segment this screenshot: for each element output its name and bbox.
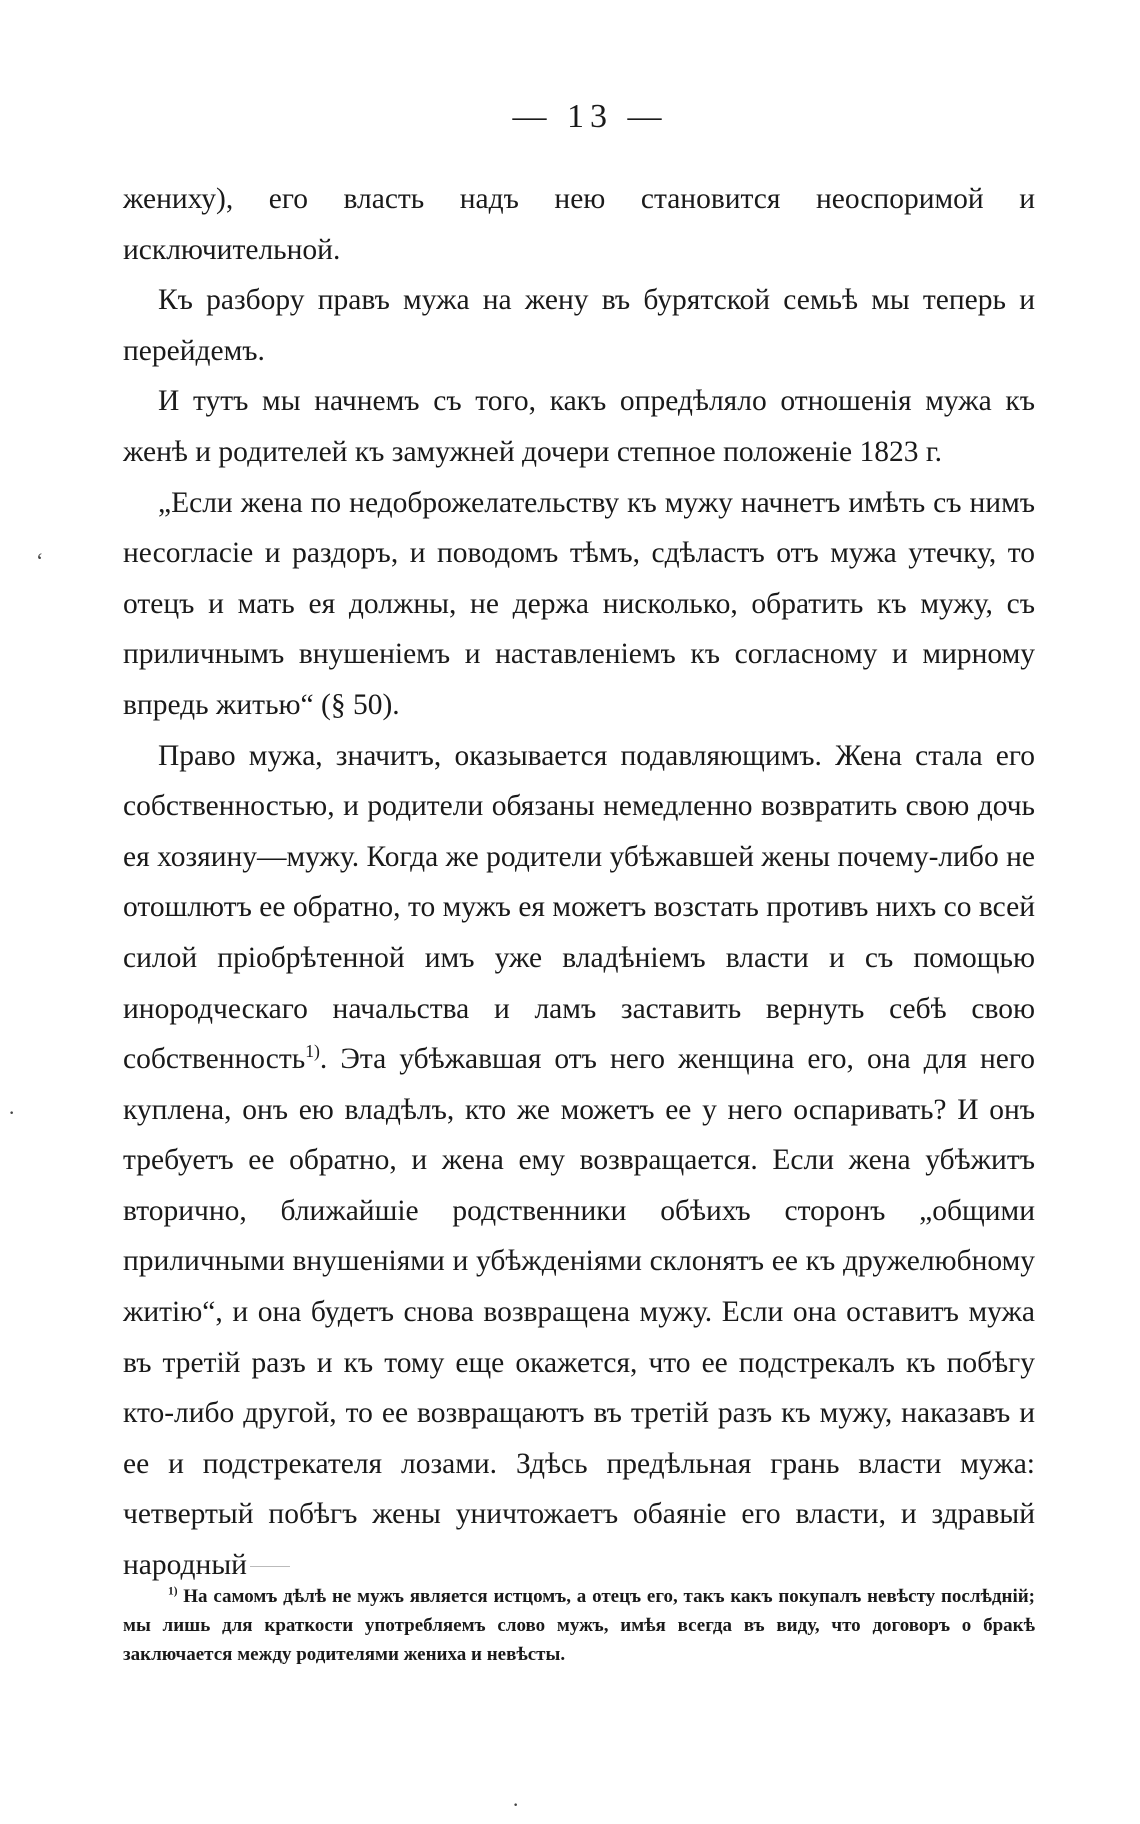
footnote-separator: [250, 1566, 290, 1567]
paragraph-4-quote: „Если жена по недоброжелательству къ мужу начнетъ имѣть съ нимъ несогласіе и раздоръ, и поводомъ тѣмъ, сдѣластъ отъ мужа утечку, то отецъ и мать ея должны, не держа нисколько, обратить къ мужу, съ приличнымъ внушеніемъ и наставленіемъ къ согласному и мирному впредь житью“ (§ 50).: [123, 486, 1035, 721]
bottom-speck: ·: [512, 1792, 520, 1817]
margin-speck-left-2: ·: [8, 1100, 16, 1125]
paragraph-3: И тутъ мы начнемъ съ того, какъ опредѣляло отношенія мужа къ женѣ и родителей къ замужней дочери степное положеніе 1823 г.: [123, 385, 1035, 468]
footnote-text: На самомъ дѣлѣ не мужъ является истцомъ, а отецъ его, такъ какъ покупалъ невѣсту послѣдній; мы лишь для краткости употребляемъ слово мужъ, имѣя всегда въ виду, что договоръ о бракѣ заключается между родителями жениха и невѣсты.: [123, 1586, 1035, 1665]
paragraph-5: [123, 731, 1035, 1591]
footnote-reference: 1): [305, 1041, 320, 1062]
margin-speck-left: ‘: [36, 548, 44, 573]
footnote: [123, 1582, 1035, 1669]
paragraph-5-part-2: . Эта убѣжавшая отъ него женщина его, она для него куплена, онъ ею владѣлъ, кто же можетъ ее у него оспаривать? И онъ требуетъ ее обратно, и жена ему возвращается. Если жена убѣжитъ вторично, ближайшіе родственники обѣихъ сторонъ „общими приличными внушеніями и убѣжденіями склонятъ ее къ дружелюбному житію“, и она будетъ снова возвращена мужу. Если она оставитъ мужа въ третій разъ и къ тому еще окажется, что ее подстрекалъ къ побѣгу кто-либо другой, то ее возвращаютъ въ третій разъ къ мужу, наказавъ и ее и подстрекателя лозами. Здѣсь предѣльная грань власти мужа: четвертый побѣгъ жены уничтожаетъ обаяніе его власти, и здравый народный: [123, 1043, 1035, 1582]
page-number: — 13 —: [512, 98, 668, 135]
paragraph-2: Къ разбору правъ мужа на жену въ бурятской семьѣ мы теперь и перейдемъ.: [123, 284, 1035, 367]
paragraph-1: жениху), его власть надъ нею становится неоспоримой и исключительной.: [123, 183, 1035, 266]
footnote-marker: 1): [168, 1585, 178, 1598]
paragraph-5-part-1: Право мужа, значитъ, оказывается подавляющимъ. Жена стала его собственностью, и родители обязаны немедленно возвратить свою дочь ея хозяину—мужу. Когда же родители убѣжавшей жены почему-либо не отошлютъ ее обратно, то мужъ ея можетъ возстать противъ нихъ со всей силой пріобрѣтенной имъ уже владѣніемъ власти и съ помощью инородческаго начальства и ламъ заставить вернуть себѣ свою собственность: [123, 739, 1035, 1076]
main-text: [123, 174, 1035, 1591]
